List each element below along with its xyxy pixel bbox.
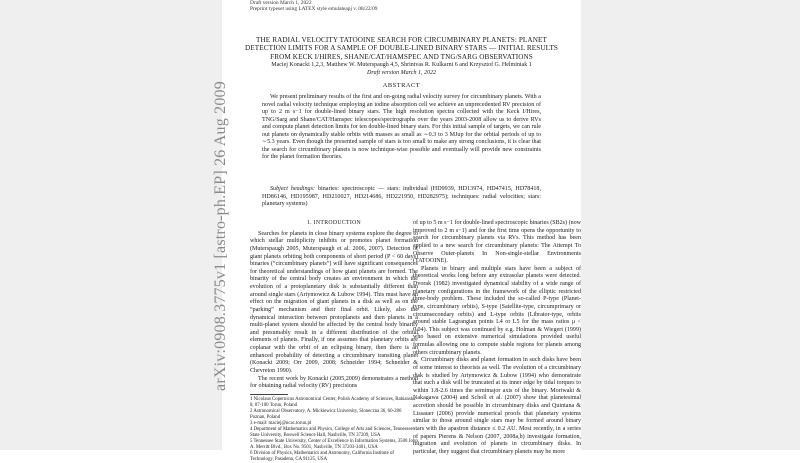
footnote-rule (250, 394, 288, 395)
footnote: 1 Nicolaus Copernicus Astronomical Center, Polish Academy of Sciences, Rabianska 8, 87-100 Torun, Poland (250, 396, 416, 408)
section-heading-introduction: 1. INTRODUCTION (306, 220, 362, 226)
running-header-draft: Draft version March 1, 2022 (250, 0, 312, 6)
paper-title: THE RADIAL VELOCITY TATOOINE SEARCH FOR CIRCUMBINARY PLANETS: PLANET DETECTION LIMITS FOR A SAMPLE OF DOUBLE-LINED BINARY STARS — INITIAL RESULTS FROM KECK I/HIRES, SHANE/CAT/HAMSPEC AND TNG/SARG OBSERVATIONS (244, 36, 559, 61)
footnote: 2 Astronomical Observatory, A. Mickiewicz University, Sloneczna 36, 60-286 Poznan, Poland (250, 408, 402, 420)
draft-version: Draft version March 1, 2022 (367, 70, 436, 76)
footnote: 5 Tennessee State University, Center of Excellence in Information Systems, 3500 John A. Merritt Blvd., Box No. 9501, Nashville, TN 37203-3401, USA (250, 439, 418, 451)
left-column (250, 220, 418, 463)
paper-page (222, 0, 581, 463)
footnote: 3 e-mail: maciej@ncac.torun.pl (250, 420, 312, 426)
running-header-preprint: Preprint typeset using LATEX style emulateapj v. 08/22/09 (250, 6, 378, 12)
right-column (413, 220, 581, 456)
viewer-background-right (581, 0, 800, 450)
abstract-text: We present preliminary results of the first and on-going radial velocity survey for circumbinary planets. With a novel radial velocity technique employing an iodine absorption cell we achieve an unprecedented RV precision of up to 2 m s−1 for double-lined binary stars. The high resolution spectra collected with the Keck I/Hires, TNG/Sarg and Shane/CAT/Hamspec telescopes/spectrographs over the years 2003-2008 allow us to derive RVs and compute planet detection limits for ten double-lined binary stars. For this initial sample of targets, we can rule out planets on dynamically stable orbits with masses as small as ∼0.3 to 3 MJup for the orbital periods of up to ∼5.3 years. Even though the presented sample of stars is too small to make any strong conclusions, it is clear that the search for circumbinary planets is now technique-wise possible and eventually will provide new constraints for the planet formation theories. (262, 94, 541, 161)
footnote: 6 Division of Physics, Mathematics and Astronomy, California Institute of Technology, Pasadena, CA 91125, USA (250, 451, 395, 463)
intro-paragraph-1: Searches for planets in close binary systems explore the degree to which stellar multiplicity inhibits or promotes planet formation (Muterspaugh 2005, Muterspaugh et al. 2006, 2007). Detection of giant planets orbiting both components of short period (P < 60 days) binaries (“circumbinary planets”) will have significant consequences for theoretical understandings of how giant planets are formed. The binarity of the central body creates an environment in which the evolution of a protoplanetary disk is substantially different than around single stars (Artymowicz & Lubow 1994). This must have an effect on the migration of giant planets in a disk as well as on the “parking” mechanism and their final orbit. Likely, also the dynamical interaction between protoplanets and then planets in a multi-planet system should be affected by the central body binarity and presumably result in a different distribution of the orbital elements of planets. Finally, if one assumes that planetary orbits are coplanar with the orbit of an eclipsing binary, then there is an enhanced probability of detecting a circumbinary transiting planet (Konacki 2009; Orr 2009, 2008; Schneider 1994; Schneider & Chevreton 1990). (250, 230, 418, 374)
author-list: Maciej Konacki 1,2,3, Matthew W. Muterspaugh 4,5, Shrinivas R. Kulkarni 6 and Krzysztof G. Helminiak 1 (271, 62, 532, 68)
subject-headings (262, 186, 541, 209)
footnote: 4 Department of Mathematics and Physics, College of Arts and Sciences, Tennessee State University, Boswell Science Hall, Nashville, TN 37209, USA (250, 426, 413, 439)
body-paragraph: Planets in binary and multiple stars have been a subject of theoretical works long before any extrasolar planets were detected. Dvorak (1982) investigated dynamical stability of a wide range of planetary configurations in the framework of the elliptic restricted three-body problem. These included the so-called P-type (Planet-type, circumbinary orbits), S-type (Satellite-type, circumprimary or circumsecondary orbits) and L-type orbits (Librator-type, orbits around stable Lagrangian points L4 or L5 for the mass ratios μ < 0.04). This subject was continued by e.g. Holman & Wiegert (1999) who based on extensive numerical simulations provided useful formulas allowing one to compute stable regions for planets among others circumbinary planets. (413, 265, 581, 356)
intro-paragraph-2: The recent work by Konacki (2005,2009) demonstrates a method for obtaining radial velocity (RV) precisions (250, 375, 418, 390)
arxiv-identifier-stamp (206, 81, 236, 391)
body-paragraph: Circumbinary disks and planet formation in such disks have been of some interest to theorists as well. The evolution of a circumbinary disk is studied by Artymowicz & Lubow (1994) who demonstrate that such a disk will be truncated at its inner edge by tidal torques to within 1.8-2.6 times the semimajor axis of the binary. Moriwaki & Nakagawa (2004) and Scholl et al. (2007) show that planetesimal accretion should be possible in circumbinary disks and Quintana & Lissauer (2006) provide numerical proofs that planetary systems similar to those around single stars may be formed around binary stars with the apastron distance ≤ 0.2 AU. Most recently, in a series of papers Pierens & Nelson (2007, 2008a,b) investigate formation, migration and evolution of planets in circumbinary disks. In particular, they suggest that circumbinary planets may be more (413, 357, 581, 455)
body-paragraph: of up to 5 m s−1 for double-lined spectroscopic binaries (SB2s) (now improved to 2 m s−1) and for the first time opens the opportunity to search for circumbinary planets via RVs. This method has been applied to a new search for circumbinary planets: The Attempt To Observe Outer-planets In Non-single-stellar Environments (TATOOINE). (413, 220, 581, 265)
arxiv-identifier-text: arXiv:0908.3775v1 [astro-ph.EP] 26 Aug 2009 (212, 81, 229, 391)
abstract-heading: ABSTRACT (382, 82, 421, 89)
subject-headings-label: Subject headings: (270, 186, 315, 192)
viewer-background-left (0, 0, 222, 450)
subject-headings-text: binaries: spectroscopic — stars: individual (HD9939, HD13974, HD47415, HD78418, HD86146, HD195987, HD210027, HD214686, HD221950, HD282975); techniques: radial velocities; stars: planetary systems) (262, 186, 541, 208)
